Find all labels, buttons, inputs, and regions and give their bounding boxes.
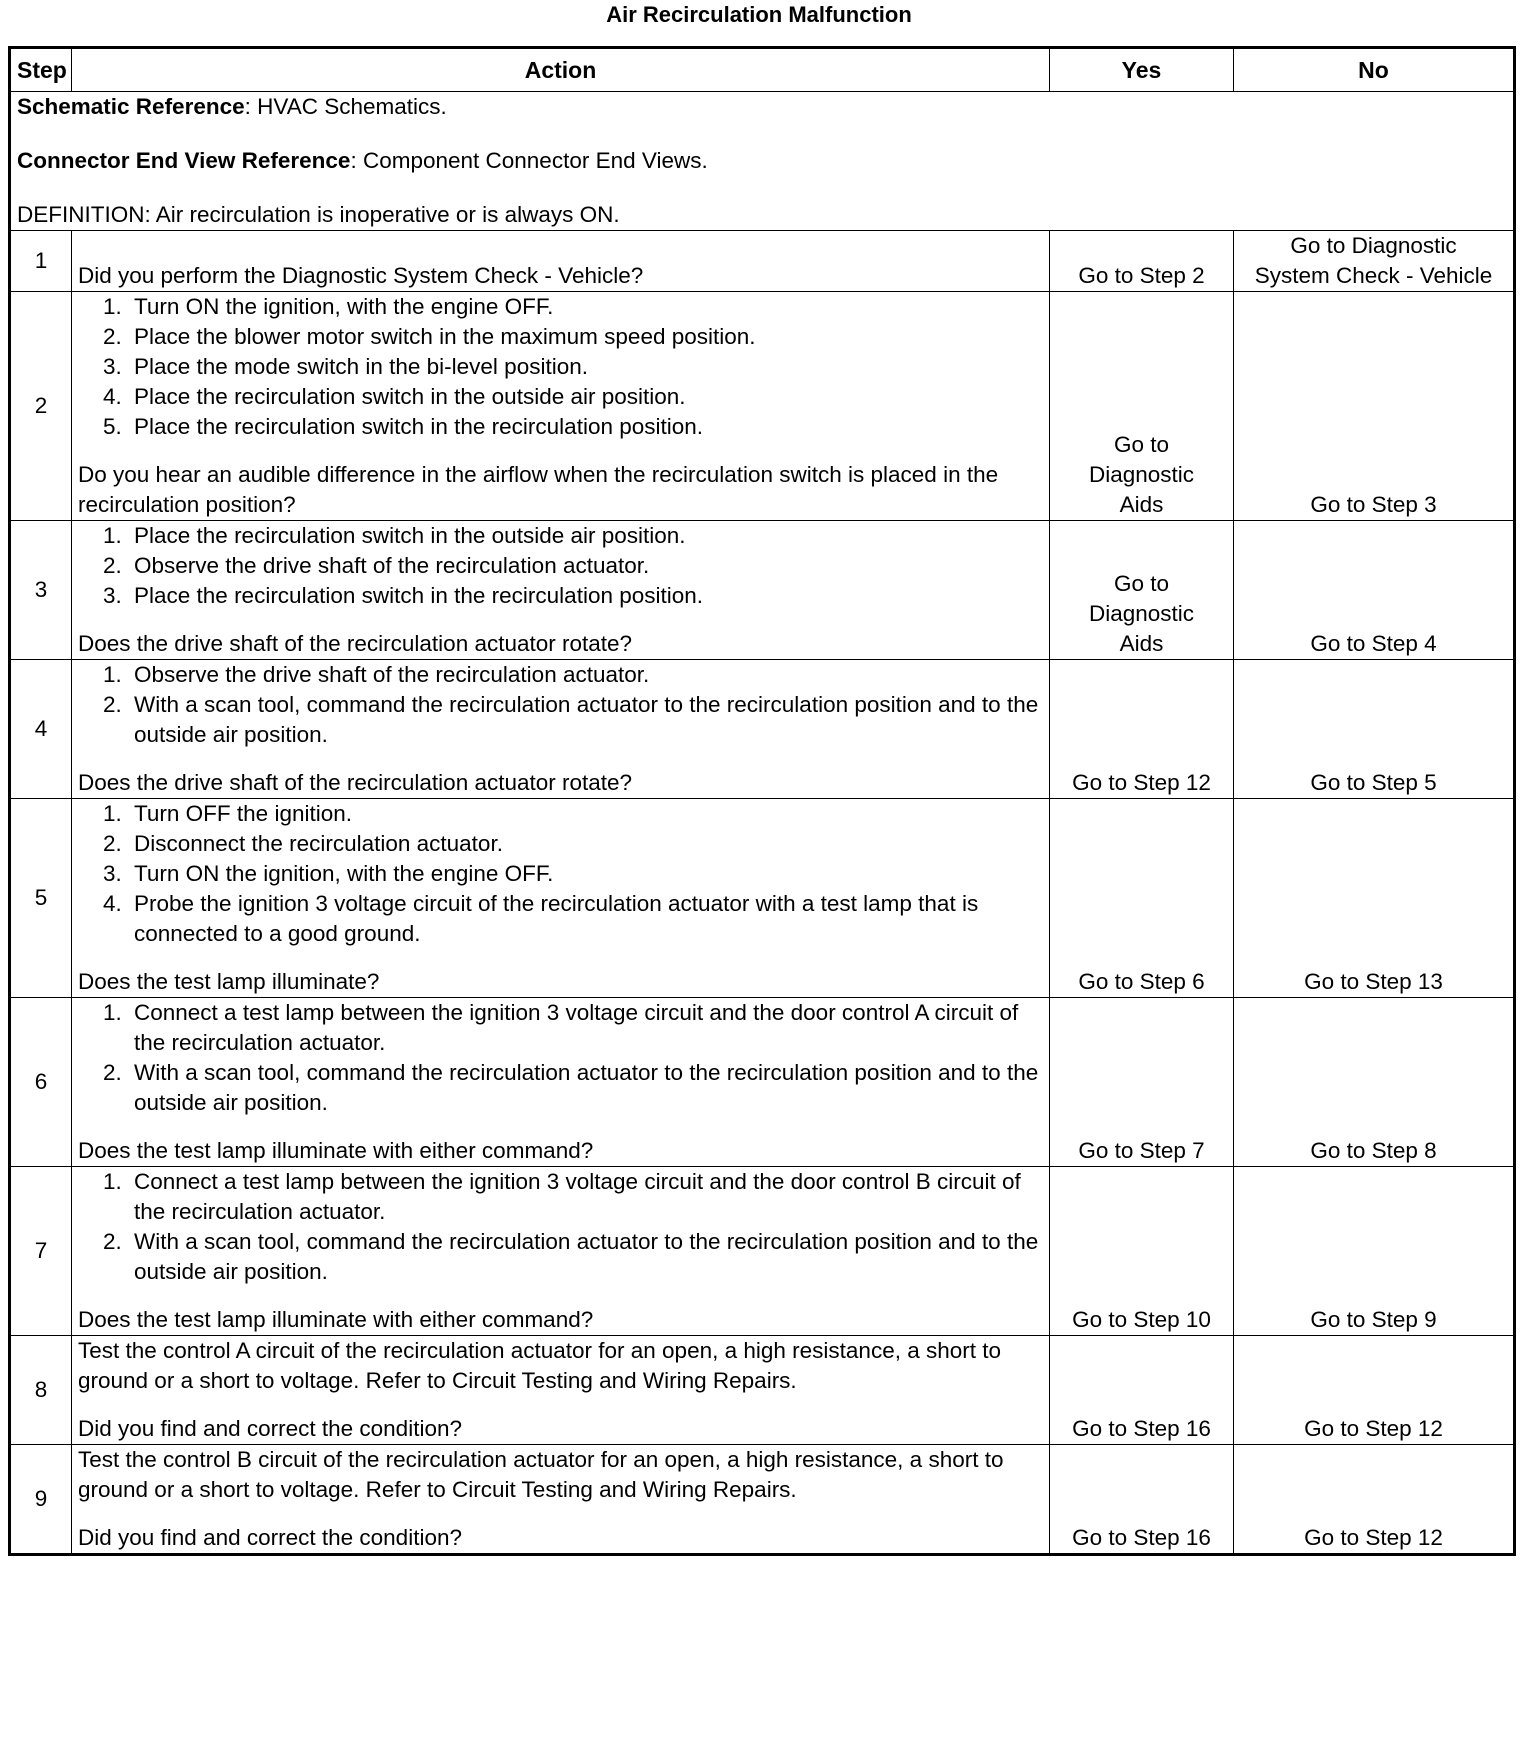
step-number: 5 (10, 799, 72, 998)
no-result: Go to Diagnostic System Check - Vehicle (1234, 231, 1515, 292)
action-question: Does the drive shaft of the recirculation actuator rotate? (78, 631, 633, 656)
step-number: 1 (10, 231, 72, 292)
connector-reference (17, 146, 1507, 176)
schematic-reference (17, 92, 1507, 122)
substep-item: 2. With a scan tool, command the recirculation actuator to the recirculation position and to the outside air position. (128, 690, 1043, 750)
connector-reference-label: Connector End View Reference (17, 148, 351, 173)
table-row (10, 998, 1515, 1167)
substep-item: 1. Place the recirculation switch in the outside air position. (128, 521, 1043, 551)
substep-list (78, 292, 1043, 442)
substep-item: 1. Turn OFF the ignition. (128, 799, 1043, 829)
schematic-reference-value: : HVAC Schematics. (244, 94, 447, 119)
table-row (10, 292, 1515, 521)
yes-result: Go to Step 12 (1050, 660, 1234, 799)
action-question: Does the test lamp illuminate with either command? (78, 1307, 594, 1332)
step-number: 2 (10, 292, 72, 521)
no-result: Go to Step 8 (1234, 998, 1515, 1167)
no-result: Go to Step 12 (1234, 1336, 1515, 1445)
action-text: Test the control A circuit of the recirculation actuator for an open, a high resistance, a short to ground or a short to voltage. Refer to Circuit Testing and Wiring Repairs. (78, 1338, 1002, 1393)
definition: DEFINITION: Air recirculation is inoperative or is always ON. (17, 202, 620, 227)
action-cell (72, 1167, 1050, 1336)
step-number: 6 (10, 998, 72, 1167)
yes-result: Go to Step 7 (1050, 998, 1234, 1167)
substep-list (78, 660, 1043, 750)
substep-list (78, 998, 1043, 1118)
step-number: 4 (10, 660, 72, 799)
substep-list (78, 521, 1043, 611)
substep-item: 4. Place the recirculation switch in the outside air position. (128, 382, 1043, 412)
reference-cell (10, 92, 1515, 231)
table-row (10, 660, 1515, 799)
yes-result: Go to Diagnostic Aids (1050, 521, 1234, 660)
substep-item: 2. With a scan tool, command the recirculation actuator to the recirculation position and to the outside air position. (128, 1058, 1043, 1118)
header-step: Step (10, 48, 72, 92)
no-result: Go to Step 13 (1234, 799, 1515, 998)
yes-result: Go to Step 16 (1050, 1445, 1234, 1555)
substep-list (78, 799, 1043, 949)
action-question: Did you find and correct the condition? (78, 1416, 462, 1441)
document-title (0, 0, 1520, 30)
substep-list (78, 1167, 1043, 1287)
action-cell (72, 231, 1050, 292)
yes-result: Go to Step 6 (1050, 799, 1234, 998)
substep-item: 1. Observe the drive shaft of the recirculation actuator. (128, 660, 1043, 690)
no-result: Go to Step 12 (1234, 1445, 1515, 1555)
connector-reference-value: : Component Connector End Views. (350, 148, 708, 173)
action-cell (72, 292, 1050, 521)
substep-item: 1. Turn ON the ignition, with the engine OFF. (128, 292, 1043, 322)
action-question: Did you find and correct the condition? (78, 1525, 462, 1550)
no-result: Go to Step 3 (1234, 292, 1515, 521)
step-number: 8 (10, 1336, 72, 1445)
header-action: Action (72, 48, 1050, 92)
yes-result: Go to Step 10 (1050, 1167, 1234, 1336)
action-cell (72, 799, 1050, 998)
substep-item: 4. Probe the ignition 3 voltage circuit of the recirculation actuator with a test lamp that is connected to a good ground. (128, 889, 1043, 949)
substep-item: 1. Connect a test lamp between the ignition 3 voltage circuit and the door control B circuit of the recirculation actuator. (128, 1167, 1043, 1227)
substep-item: 2. Observe the drive shaft of the recirculation actuator. (128, 551, 1043, 581)
table-row (10, 1167, 1515, 1336)
action-question: Did you perform the Diagnostic System Check - Vehicle? (78, 263, 644, 288)
step-number: 7 (10, 1167, 72, 1336)
substep-item: 3. Turn ON the ignition, with the engine OFF. (128, 859, 1043, 889)
table-row (10, 1336, 1515, 1445)
schematic-reference-label: Schematic Reference (17, 94, 245, 119)
table-row (10, 521, 1515, 660)
no-result: Go to Step 4 (1234, 521, 1515, 660)
action-question: Does the drive shaft of the recirculation actuator rotate? (78, 770, 633, 795)
diagnostic-table (8, 46, 1516, 1556)
action-cell (72, 1445, 1050, 1555)
document-title-text: Air Recirculation Malfunction (606, 2, 912, 27)
action-cell (72, 660, 1050, 799)
yes-result: Go to Step 16 (1050, 1336, 1234, 1445)
step-number: 9 (10, 1445, 72, 1555)
yes-result: Go to Diagnostic Aids (1050, 292, 1234, 521)
action-text: Test the control B circuit of the recirculation actuator for an open, a high resistance, a short to ground or a short to voltage. Refer to Circuit Testing and Wiring Repairs. (78, 1447, 1004, 1502)
action-cell (72, 998, 1050, 1167)
substep-item: 2. Place the blower motor switch in the maximum speed position. (128, 322, 1043, 352)
action-question: Do you hear an audible difference in the airflow when the recirculation switch is placed in the recirculation position? (78, 462, 999, 517)
table-row (10, 1445, 1515, 1555)
substep-item: 1. Connect a test lamp between the ignition 3 voltage circuit and the door control A circuit of the recirculation actuator. (128, 998, 1043, 1058)
step-number: 3 (10, 521, 72, 660)
reference-row (10, 92, 1515, 231)
substep-item: 2. Disconnect the recirculation actuator. (128, 829, 1043, 859)
header-no: No (1234, 48, 1515, 92)
table-row (10, 231, 1515, 292)
no-result: Go to Step 9 (1234, 1167, 1515, 1336)
action-cell (72, 521, 1050, 660)
substep-item: 2. With a scan tool, command the recirculation actuator to the recirculation position and to the outside air position. (128, 1227, 1043, 1287)
no-result: Go to Step 5 (1234, 660, 1515, 799)
substep-item: 3. Place the recirculation switch in the recirculation position. (128, 581, 1043, 611)
header-yes: Yes (1050, 48, 1234, 92)
action-question: Does the test lamp illuminate with either command? (78, 1138, 594, 1163)
table-header-row (10, 48, 1515, 92)
yes-result: Go to Step 2 (1050, 231, 1234, 292)
table-row (10, 799, 1515, 998)
action-question: Does the test lamp illuminate? (78, 969, 380, 994)
substep-item: 5. Place the recirculation switch in the recirculation position. (128, 412, 1043, 442)
action-cell (72, 1336, 1050, 1445)
substep-item: 3. Place the mode switch in the bi-level position. (128, 352, 1043, 382)
